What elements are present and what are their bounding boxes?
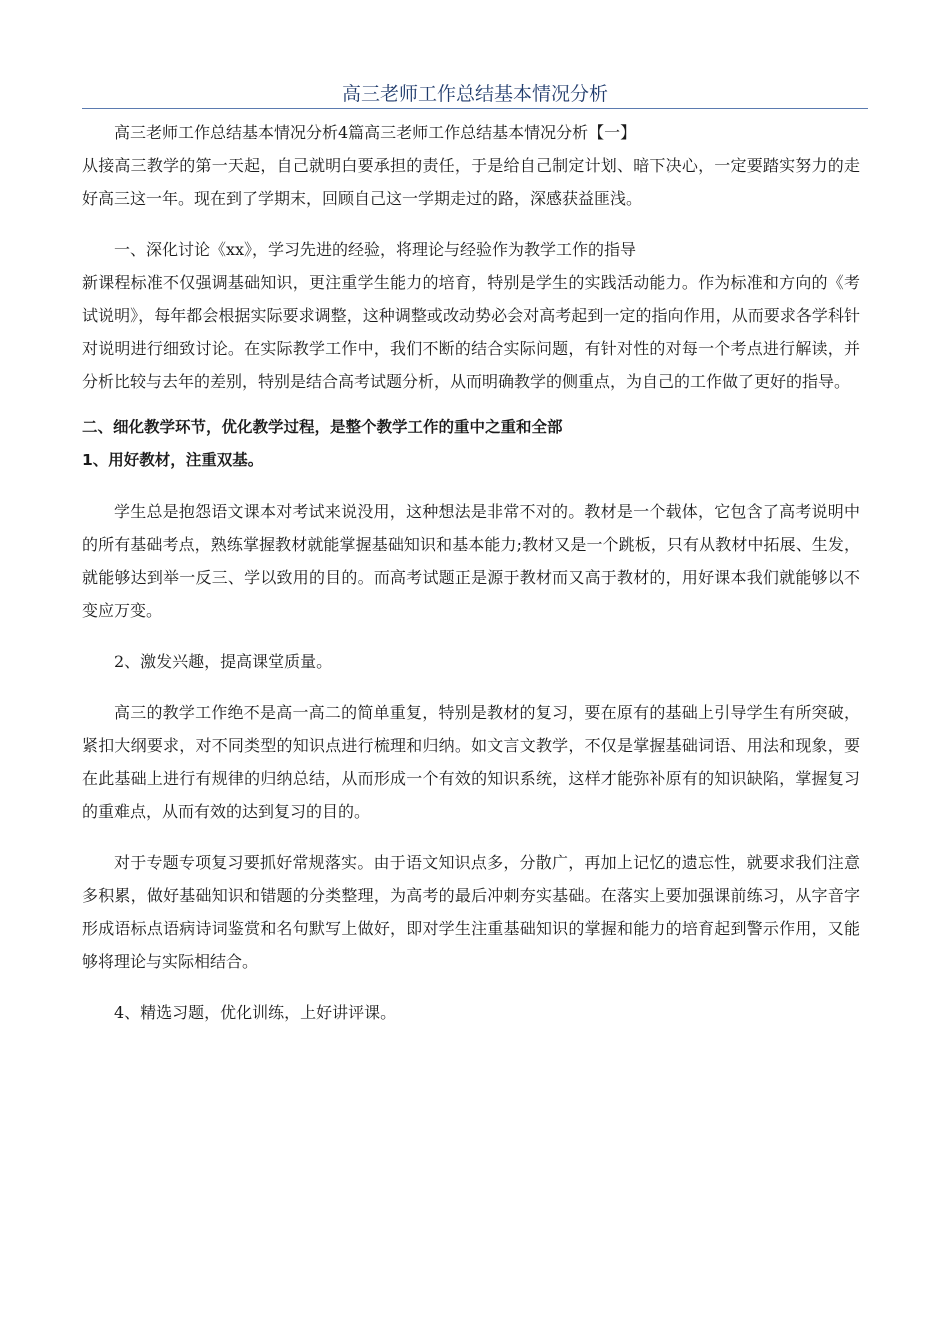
paragraph-textbook: 学生总是抱怨语文课本对考试来说没用，这种想法是非常不对的。教材是一个载体，它包含了高考说明中的所有基础考点，熟练掌握教材就能掌握基础知识和基本能力;教材又是一个跳板，只有从教材中拓展、生发，就能够达到举一反三、学以致用的目的。而高考试题正是源于教材而又高于教材的，用好课本我们就能够以不变应万变。 [82,502,860,620]
paragraph-section-1: 新课程标准不仅强调基础知识，更注重学生能力的培育，特别是学生的实践活动能力。作为标准和方向的《考试说明》，每年都会根据实际要求调整，这种调整或改动势必会对高考起到一定的指向作用，从而要求各学科针对说明进行细致讨论。在实际教学工作中，我们不断的结合实际问题，有针对性的对每一个考点进行解读，并分析比较与去年的差别，特别是结合高考试题分析，从而明确教学的侧重点，为自己的工作做了更好的指导。 [82,273,860,391]
page-header-title: 高三老师工作总结基本情况分析 [341,83,608,105]
header-divider [82,108,868,109]
subheading-2: 2、激发兴趣，提高课堂质量。 [114,652,333,671]
subheading-1: 1、用好教材，注重双基。 [82,451,264,469]
subheading-4: 4、精选习题，优化训练，上好讲评课。 [114,1003,397,1022]
intro-line: 高三老师工作总结基本情况分析4篇高三老师工作总结基本情况分析【一】 [114,123,637,142]
section-heading-2: 二、细化教学环节，优化教学过程，是整个教学工作的重中之重和全部 [82,418,563,436]
paragraph-review: 高三的教学工作绝不是高一高二的简单重复，特别是教材的复习，要在原有的基础上引导学生有所突破，紧扣大纲要求，对不同类型的知识点进行梳理和归纳。如文言文教学，不仅是掌握基础词语、用法和现象，要在此基础上进行有规律的归纳总结，从而形成一个有效的知识系统，这样才能弥补原有的知识缺陷，掌握复习的重难点，从而有效的达到复习的目的。 [82,703,860,821]
paragraph-opening: 从接高三教学的第一天起，自己就明白要承担的责任，于是给自己制定计划、暗下决心，一定要踏实努力的走好高三这一年。现在到了学期末，回顾自己这一学期走过的路，深感获益匪浅。 [82,156,860,208]
paragraph-topic-review: 对于专题专项复习要抓好常规落实。由于语文知识点多，分散广，再加上记忆的遗忘性，就要求我们注意多积累，做好基础知识和错题的分类整理，为高考的最后冲刺夯实基础。在落实上要加强课前练习，从字音字形成语标点语病诗词鉴赏和名句默写上做好，即对学生注重基础知识的掌握和能力的培育起到警示作用，又能够将理论与实际相结合。 [82,853,860,971]
document-body [82,116,860,1029]
section-heading-1: 一、深化讨论《xx》，学习先进的经验，将理论与经验作为教学工作的指导 [114,240,637,259]
